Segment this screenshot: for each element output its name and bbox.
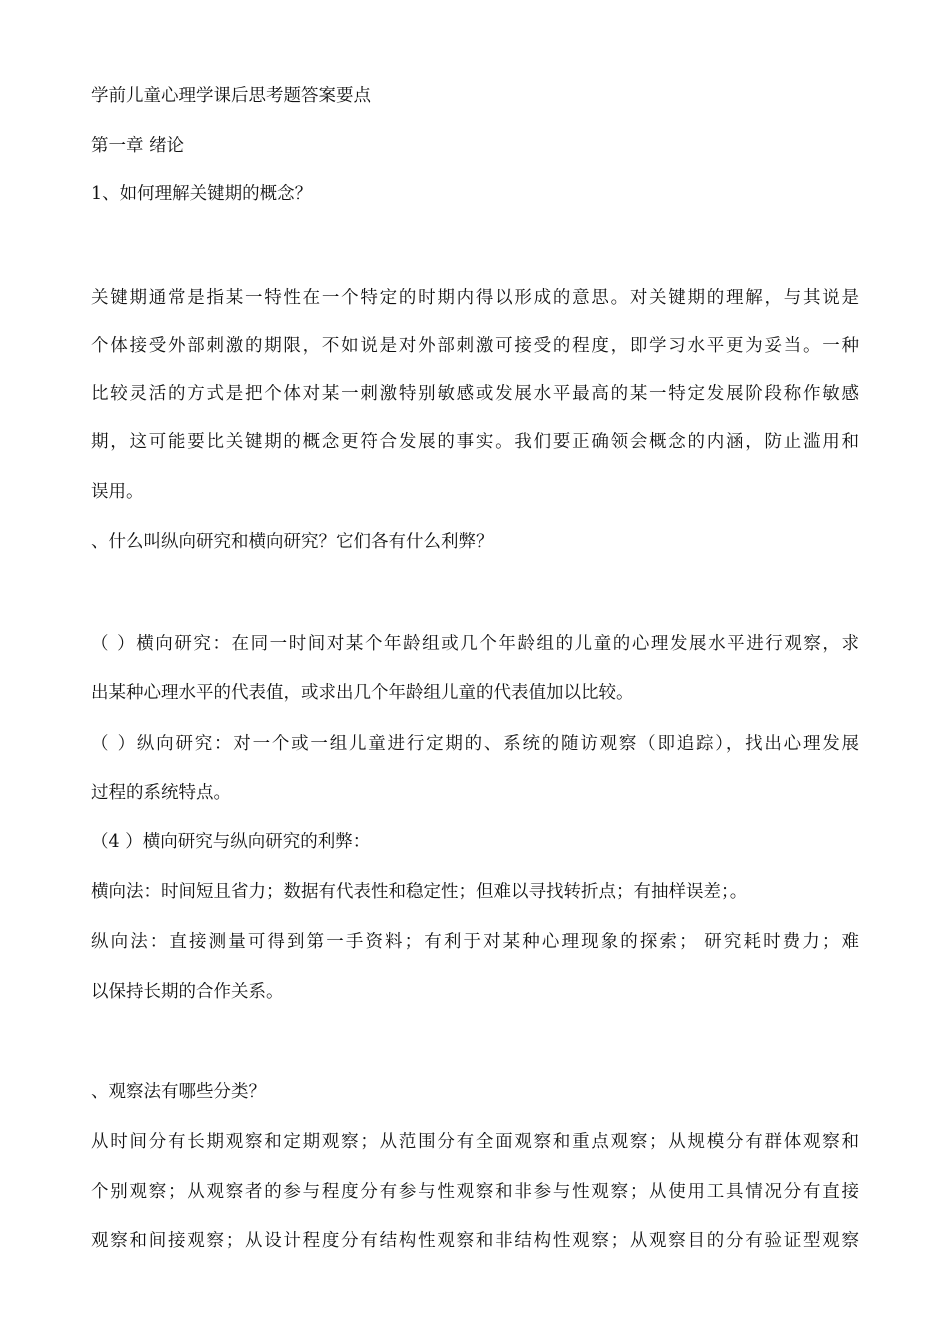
chapter-heading: 第一章 绪论 xyxy=(91,136,185,156)
answer-1-line: 比较灵活的方式是把个体对某一刺激特别敏感或发展水平最高的某一特定发展阶段称作敏感 xyxy=(91,384,859,404)
answer-1-line: 误用。 xyxy=(91,482,144,502)
answer-2-line: 过程的系统特点。 xyxy=(91,783,231,803)
answer-3-line: 从时间分有长期观察和定期观察；从范围分有全面观察和重点观察；从规模分有群体观察和 xyxy=(91,1132,859,1152)
question-1: 1、如何理解关键期的概念？ xyxy=(91,184,313,204)
answer-1-line: 期，这可能要比关键期的概念更符合发展的事实。我们要正确领会概念的内涵，防止滥用和 xyxy=(91,432,859,452)
answer-2-line: 横向法：时间短且省力；数据有代表性和稳定性；但难以寻找转折点；有抽样误差；。 xyxy=(91,882,748,902)
answer-3-line: 观察和间接观察；从设计程度分有结构性观察和非结构性观察；从观察目的分有验证型观察 xyxy=(91,1231,859,1251)
answer-2-line: （ ）横向研究：在同一时间对某个年龄组或几个年龄组的儿童的心理发展水平进行观察，求 xyxy=(91,634,859,654)
document-title: 学前儿童心理学课后思考题答案要点 xyxy=(91,86,371,106)
answer-2-line: 纵向法：直接测量可得到第一手资料；有利于对某种心理现象的探索； 研究耗时费力；难 xyxy=(91,932,859,952)
question-2: 、什么叫纵向研究和横向研究？它们各有什么利弊？ xyxy=(91,532,494,552)
answer-2-line: （4 ）横向研究与纵向研究的利弊： xyxy=(91,832,371,852)
answer-1-line: 个体接受外部刺激的期限，不如说是对外部刺激可接受的程度，即学习水平更为妥当。一种 xyxy=(91,336,859,356)
answer-2-line: 出某种心理水平的代表值，或求出几个年龄组儿童的代表值加以比较。 xyxy=(91,683,634,703)
answer-1-line: 关键期通常是指某一特性在一个特定的时期内得以形成的意思。对关键期的理解，与其说是 xyxy=(91,288,859,308)
question-3: 、观察法有哪些分类？ xyxy=(91,1082,266,1102)
answer-2-line: （ ）纵向研究：对一个或一组儿童进行定期的、系统的随访观察（即追踪），找出心理发展 xyxy=(91,734,859,754)
answer-3-line: 个别观察；从观察者的参与程度分有参与性观察和非参与性观察；从使用工具情况分有直接 xyxy=(91,1182,859,1202)
answer-2-line: 以保持长期的合作关系。 xyxy=(91,982,284,1002)
